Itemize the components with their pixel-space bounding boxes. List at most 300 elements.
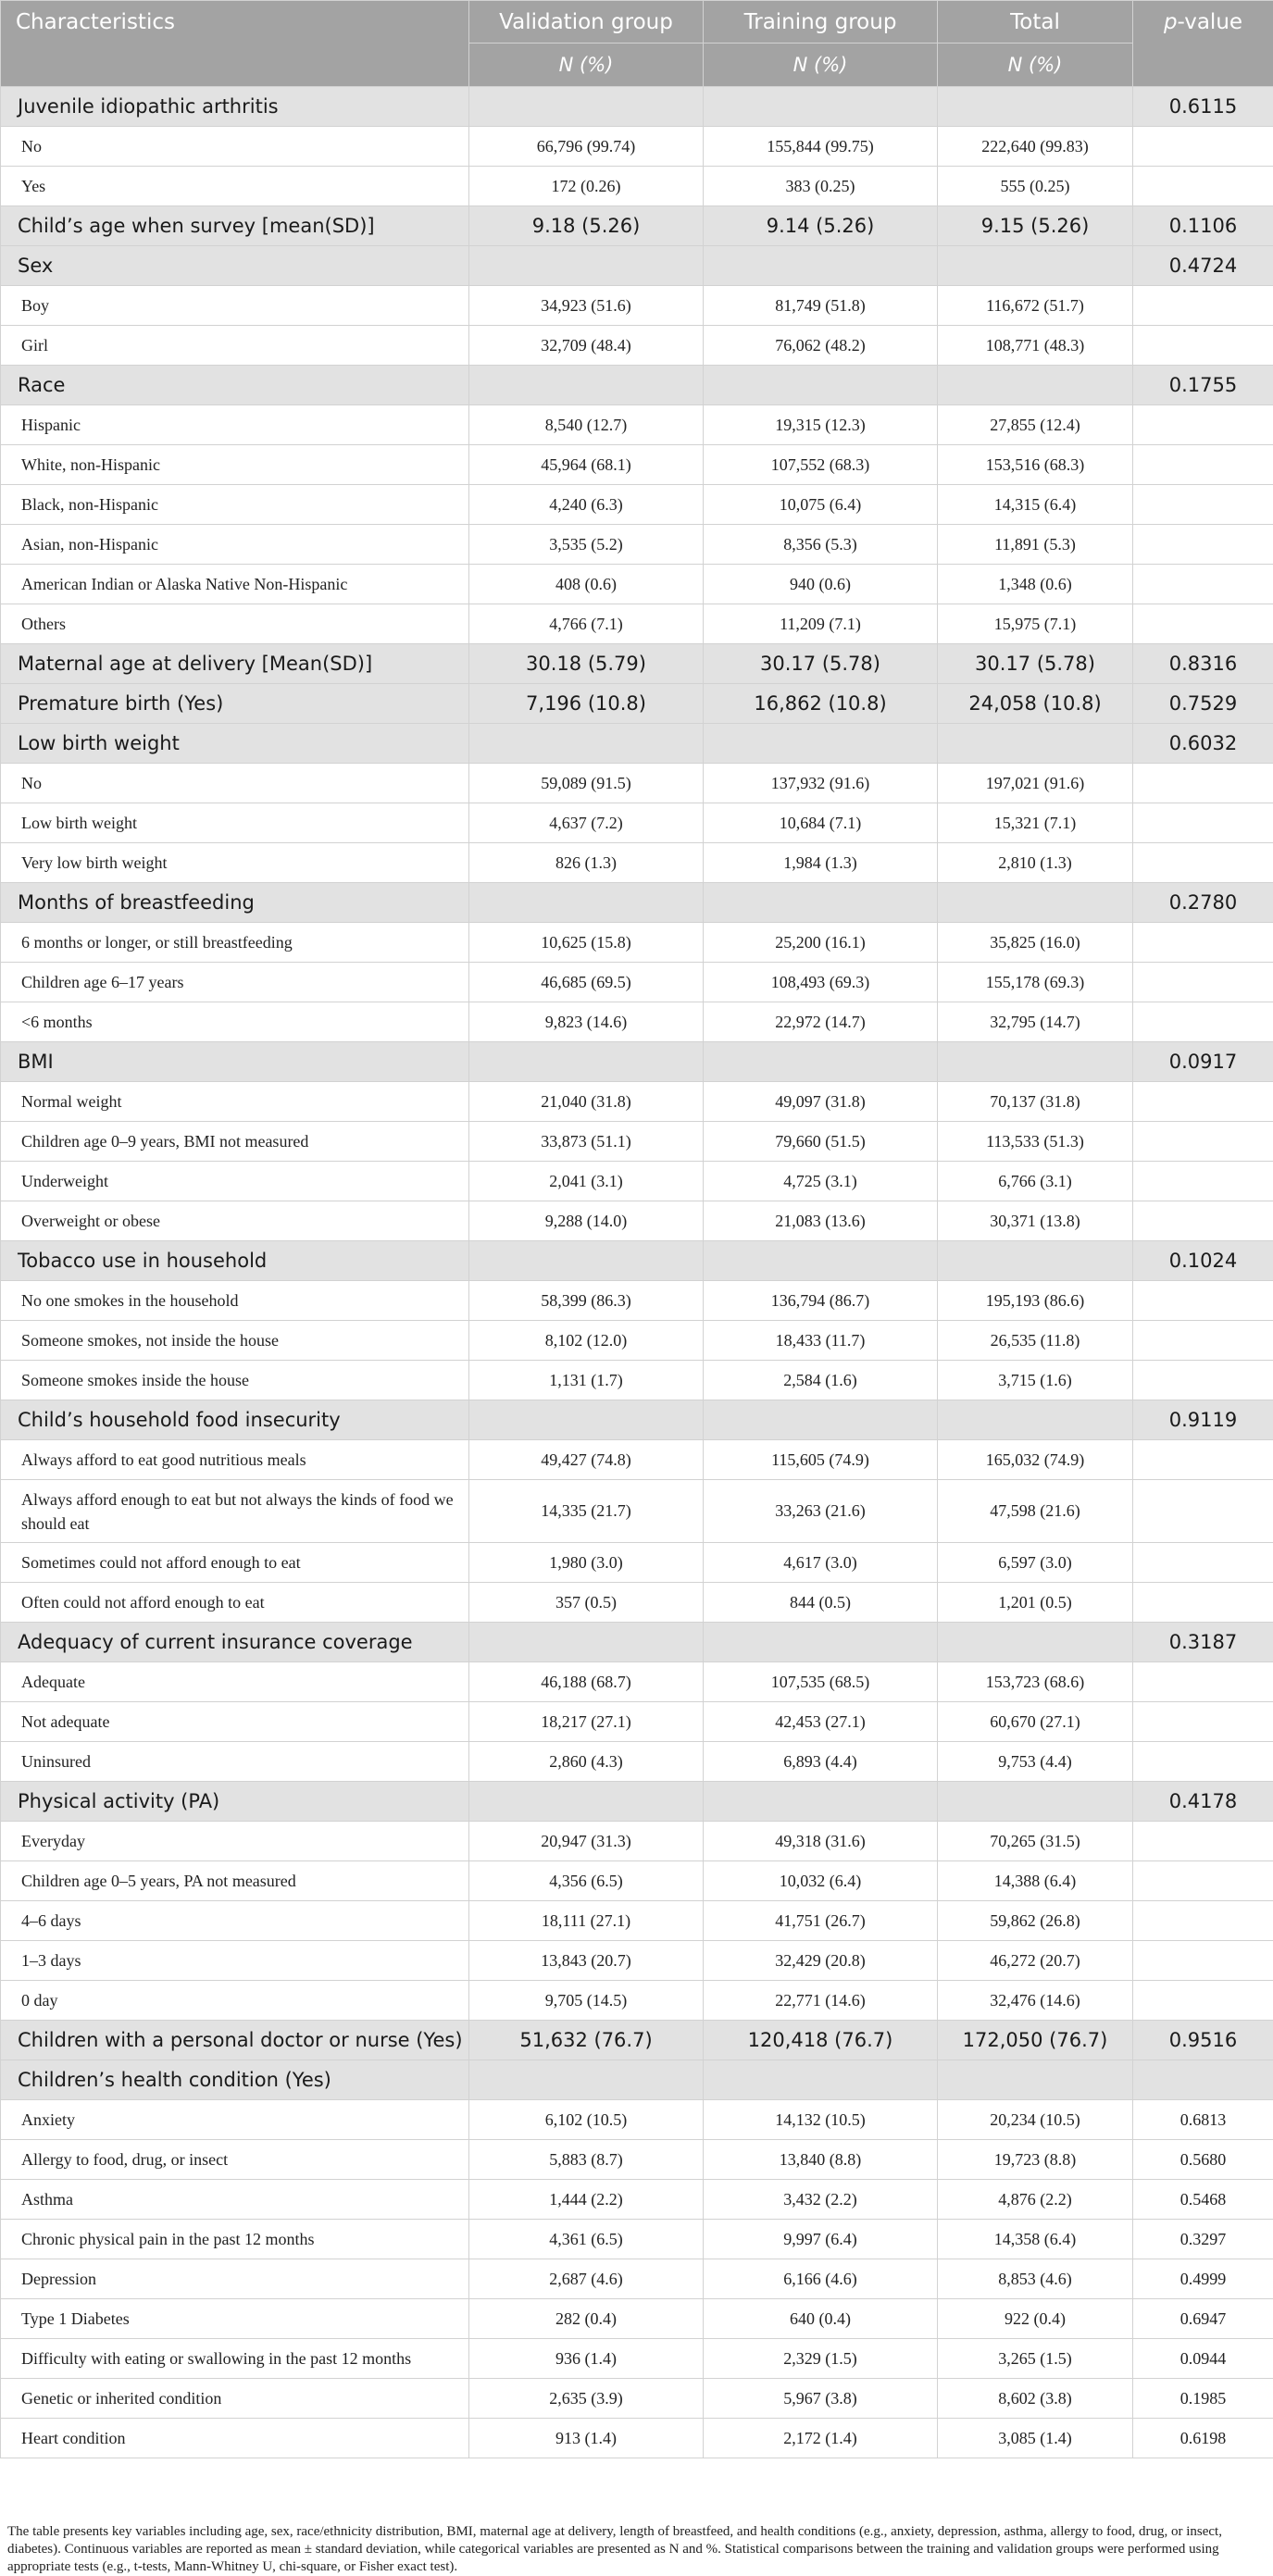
p-value: 0.8316 <box>1133 644 1273 684</box>
total-value: 922 (0.4) <box>938 2299 1133 2339</box>
row-label: Uninsured <box>1 1742 469 1782</box>
p-value: 0.9516 <box>1133 2021 1273 2060</box>
p-value <box>1133 525 1273 565</box>
table-row <box>1 485 1273 525</box>
table-row <box>1 2419 1273 2458</box>
row-label: Race <box>1 366 469 405</box>
total-value <box>938 246 1133 286</box>
total-value <box>938 2060 1133 2100</box>
section-row <box>1 684 1273 724</box>
validation-value: 7,196 (10.8) <box>469 684 704 724</box>
training-value <box>704 883 938 923</box>
training-value: 76,062 (48.2) <box>704 326 938 366</box>
validation-value: 9.18 (5.26) <box>469 206 704 246</box>
validation-value: 2,860 (4.3) <box>469 1742 704 1782</box>
validation-value: 10,625 (15.8) <box>469 923 704 963</box>
table-row <box>1 2259 1273 2299</box>
p-value <box>1133 1361 1273 1400</box>
row-label: White, non-Hispanic <box>1 445 469 485</box>
validation-value: 46,685 (69.5) <box>469 963 704 1002</box>
row-label: Very low birth weight <box>1 843 469 883</box>
p-value: 0.4999 <box>1133 2259 1273 2299</box>
p-value: 0.5468 <box>1133 2180 1273 2220</box>
p-value <box>1133 1981 1273 2021</box>
training-value: 11,209 (7.1) <box>704 604 938 644</box>
training-value: 49,318 (31.6) <box>704 1822 938 1861</box>
row-label: No <box>1 127 469 167</box>
p-value <box>1133 1321 1273 1361</box>
table-row <box>1 2379 1273 2419</box>
training-value: 79,660 (51.5) <box>704 1122 938 1162</box>
total-value: 155,178 (69.3) <box>938 963 1133 1002</box>
validation-value: 33,873 (51.1) <box>469 1122 704 1162</box>
training-value: 22,771 (14.6) <box>704 1981 938 2021</box>
p-value <box>1133 1122 1273 1162</box>
p-value <box>1133 167 1273 206</box>
p-value: 0.4724 <box>1133 246 1273 286</box>
row-label: Child’s household food insecurity <box>1 1400 469 1440</box>
total-value: 8,853 (4.6) <box>938 2259 1133 2299</box>
row-label: Others <box>1 604 469 644</box>
validation-value: 1,444 (2.2) <box>469 2180 704 2220</box>
validation-value: 4,361 (6.5) <box>469 2220 704 2259</box>
header-training-n-pct: N (%) <box>704 44 938 87</box>
row-label: Maternal age at delivery [Mean(SD)] <box>1 644 469 684</box>
p-value <box>1133 286 1273 326</box>
p-value: 0.1755 <box>1133 366 1273 405</box>
validation-value: 2,635 (3.9) <box>469 2379 704 2419</box>
row-label: Children with a personal doctor or nurse (Yes) <box>1 2021 469 2060</box>
p-value: 0.6813 <box>1133 2100 1273 2140</box>
validation-value: 59,089 (91.5) <box>469 764 704 803</box>
validation-value: 9,823 (14.6) <box>469 1002 704 1042</box>
total-value: 1,201 (0.5) <box>938 1583 1133 1623</box>
training-value: 9.14 (5.26) <box>704 206 938 246</box>
row-label: Asthma <box>1 2180 469 2220</box>
table-row <box>1 764 1273 803</box>
table-row <box>1 405 1273 445</box>
validation-value: 46,188 (68.7) <box>469 1662 704 1702</box>
total-value <box>938 883 1133 923</box>
total-value <box>938 1782 1133 1822</box>
table-row <box>1 1361 1273 1400</box>
total-value: 15,321 (7.1) <box>938 803 1133 843</box>
total-value <box>938 366 1133 405</box>
training-value: 42,453 (27.1) <box>704 1702 938 1742</box>
training-value: 640 (0.4) <box>704 2299 938 2339</box>
validation-value: 282 (0.4) <box>469 2299 704 2339</box>
total-value: 9.15 (5.26) <box>938 206 1133 246</box>
total-value: 8,602 (3.8) <box>938 2379 1133 2419</box>
validation-value: 913 (1.4) <box>469 2419 704 2458</box>
total-value: 11,891 (5.3) <box>938 525 1133 565</box>
table-row <box>1 565 1273 604</box>
row-label: Low birth weight <box>1 724 469 764</box>
header-p-letter: p <box>1164 10 1178 34</box>
p-value <box>1133 1861 1273 1901</box>
header-total-n-pct: N (%) <box>938 44 1133 87</box>
row-label: Adequate <box>1 1662 469 1702</box>
p-value <box>1133 1480 1273 1543</box>
training-value: 1,984 (1.3) <box>704 843 938 883</box>
total-value: 3,265 (1.5) <box>938 2339 1133 2379</box>
validation-value: 936 (1.4) <box>469 2339 704 2379</box>
p-value: 0.3187 <box>1133 1623 1273 1662</box>
training-value: 4,725 (3.1) <box>704 1162 938 1201</box>
table-row <box>1 445 1273 485</box>
total-value: 35,825 (16.0) <box>938 923 1133 963</box>
p-value <box>1133 1281 1273 1321</box>
row-label: Sex <box>1 246 469 286</box>
training-value: 10,032 (6.4) <box>704 1861 938 1901</box>
validation-value <box>469 2060 704 2100</box>
total-value: 3,085 (1.4) <box>938 2419 1133 2458</box>
validation-value: 51,632 (76.7) <box>469 2021 704 2060</box>
section-row <box>1 206 1273 246</box>
table-row <box>1 167 1273 206</box>
section-row <box>1 2021 1273 2060</box>
table-row <box>1 803 1273 843</box>
p-value: 0.0944 <box>1133 2339 1273 2379</box>
row-label: Anxiety <box>1 2100 469 2140</box>
section-row <box>1 1623 1273 1662</box>
row-label: Asian, non-Hispanic <box>1 525 469 565</box>
p-value: 0.5680 <box>1133 2140 1273 2180</box>
total-value: 30,371 (13.8) <box>938 1201 1133 1241</box>
p-value: 0.1106 <box>1133 206 1273 246</box>
row-label: Children’s health condition (Yes) <box>1 2060 469 2100</box>
header-validation-group: Validation group <box>469 1 704 44</box>
training-value: 9,997 (6.4) <box>704 2220 938 2259</box>
table-row <box>1 2180 1273 2220</box>
p-value: 0.6115 <box>1133 87 1273 127</box>
total-value: 197,021 (91.6) <box>938 764 1133 803</box>
row-label: Adequacy of current insurance coverage <box>1 1623 469 1662</box>
p-value <box>1133 1440 1273 1480</box>
p-value <box>1133 764 1273 803</box>
row-label: Depression <box>1 2259 469 2299</box>
row-label: Someone smokes, not inside the house <box>1 1321 469 1361</box>
p-value <box>1133 485 1273 525</box>
validation-value: 14,335 (21.7) <box>469 1480 704 1543</box>
training-value: 49,097 (31.8) <box>704 1082 938 1122</box>
validation-value: 66,796 (99.74) <box>469 127 704 167</box>
section-row <box>1 1241 1273 1281</box>
total-value: 14,358 (6.4) <box>938 2220 1133 2259</box>
training-value: 136,794 (86.7) <box>704 1281 938 1321</box>
training-value: 10,684 (7.1) <box>704 803 938 843</box>
section-row <box>1 883 1273 923</box>
training-value: 137,932 (91.6) <box>704 764 938 803</box>
table-row <box>1 2220 1273 2259</box>
table-row <box>1 525 1273 565</box>
row-label: Always afford enough to eat but not always the kinds of food we should eat <box>1 1480 469 1543</box>
table-row <box>1 1861 1273 1901</box>
section-row <box>1 87 1273 127</box>
total-value: 165,032 (74.9) <box>938 1440 1133 1480</box>
total-value: 14,315 (6.4) <box>938 485 1133 525</box>
validation-value: 2,687 (4.6) <box>469 2259 704 2299</box>
training-value: 6,166 (4.6) <box>704 2259 938 2299</box>
training-value: 115,605 (74.9) <box>704 1440 938 1480</box>
training-value: 107,552 (68.3) <box>704 445 938 485</box>
section-row <box>1 246 1273 286</box>
header-characteristics: Characteristics <box>1 1 469 87</box>
total-value <box>938 87 1133 127</box>
row-label: Yes <box>1 167 469 206</box>
training-value: 41,751 (26.7) <box>704 1901 938 1941</box>
row-label: Boy <box>1 286 469 326</box>
p-value: 0.1024 <box>1133 1241 1273 1281</box>
training-value <box>704 724 938 764</box>
row-label: Juvenile idiopathic arthritis <box>1 87 469 127</box>
total-value: 172,050 (76.7) <box>938 2021 1133 2060</box>
validation-value: 3,535 (5.2) <box>469 525 704 565</box>
row-label: 0 day <box>1 1981 469 2021</box>
row-label: Premature birth (Yes) <box>1 684 469 724</box>
table-row <box>1 1583 1273 1623</box>
training-value: 108,493 (69.3) <box>704 963 938 1002</box>
training-value <box>704 2060 938 2100</box>
total-value: 1,348 (0.6) <box>938 565 1133 604</box>
validation-value <box>469 883 704 923</box>
validation-value: 408 (0.6) <box>469 565 704 604</box>
section-row <box>1 2060 1273 2100</box>
training-value: 14,132 (10.5) <box>704 2100 938 2140</box>
training-value: 2,172 (1.4) <box>704 2419 938 2458</box>
table-row <box>1 1162 1273 1201</box>
p-value <box>1133 405 1273 445</box>
training-value: 13,840 (8.8) <box>704 2140 938 2180</box>
row-label: Children age 0–9 years, BMI not measured <box>1 1122 469 1162</box>
p-value <box>1133 326 1273 366</box>
row-label: Tobacco use in household <box>1 1241 469 1281</box>
p-value <box>1133 1742 1273 1782</box>
row-label: 6 months or longer, or still breastfeeding <box>1 923 469 963</box>
table-row <box>1 2299 1273 2339</box>
validation-value: 58,399 (86.3) <box>469 1281 704 1321</box>
p-value <box>1133 1082 1273 1122</box>
validation-value <box>469 1782 704 1822</box>
training-value: 2,584 (1.6) <box>704 1361 938 1400</box>
p-value: 0.0917 <box>1133 1042 1273 1082</box>
total-value: 3,715 (1.6) <box>938 1361 1133 1400</box>
row-label: American Indian or Alaska Native Non-Hispanic <box>1 565 469 604</box>
validation-value: 21,040 (31.8) <box>469 1082 704 1122</box>
total-value: 108,771 (48.3) <box>938 326 1133 366</box>
validation-value: 8,540 (12.7) <box>469 405 704 445</box>
training-value: 2,329 (1.5) <box>704 2339 938 2379</box>
training-value: 21,083 (13.6) <box>704 1201 938 1241</box>
validation-value: 6,102 (10.5) <box>469 2100 704 2140</box>
row-label: Allergy to food, drug, or insect <box>1 2140 469 2180</box>
total-value: 113,533 (51.3) <box>938 1122 1133 1162</box>
validation-value <box>469 87 704 127</box>
validation-value: 32,709 (48.4) <box>469 326 704 366</box>
row-label: Difficulty with eating or swallowing in the past 12 months <box>1 2339 469 2379</box>
training-value: 19,315 (12.3) <box>704 405 938 445</box>
total-value: 555 (0.25) <box>938 167 1133 206</box>
table-row <box>1 286 1273 326</box>
validation-value: 4,766 (7.1) <box>469 604 704 644</box>
total-value: 19,723 (8.8) <box>938 2140 1133 2180</box>
validation-value <box>469 246 704 286</box>
training-value: 155,844 (99.75) <box>704 127 938 167</box>
total-value <box>938 724 1133 764</box>
row-label: Sometimes could not afford enough to eat <box>1 1543 469 1583</box>
row-label: Always afford to eat good nutritious meals <box>1 1440 469 1480</box>
row-label: Type 1 Diabetes <box>1 2299 469 2339</box>
training-value: 5,967 (3.8) <box>704 2379 938 2419</box>
table-row <box>1 963 1273 1002</box>
section-row <box>1 366 1273 405</box>
p-value: 0.7529 <box>1133 684 1273 724</box>
p-value <box>1133 1543 1273 1583</box>
table-row <box>1 923 1273 963</box>
row-label: Not adequate <box>1 1702 469 1742</box>
validation-value: 18,217 (27.1) <box>469 1702 704 1742</box>
validation-value: 826 (1.3) <box>469 843 704 883</box>
total-value: 27,855 (12.4) <box>938 405 1133 445</box>
p-value <box>1133 803 1273 843</box>
table-row <box>1 1822 1273 1861</box>
total-value: 222,640 (99.83) <box>938 127 1133 167</box>
p-value <box>1133 1901 1273 1941</box>
validation-value: 4,356 (6.5) <box>469 1861 704 1901</box>
table-row <box>1 1702 1273 1742</box>
training-value <box>704 87 938 127</box>
p-value <box>1133 565 1273 604</box>
table-row <box>1 1662 1273 1702</box>
validation-value: 2,041 (3.1) <box>469 1162 704 1201</box>
validation-value: 172 (0.26) <box>469 167 704 206</box>
row-label: <6 months <box>1 1002 469 1042</box>
p-value <box>1133 2060 1273 2100</box>
header-validation-n-pct: N (%) <box>469 44 704 87</box>
table-row <box>1 127 1273 167</box>
table-row <box>1 1082 1273 1122</box>
total-value: 70,137 (31.8) <box>938 1082 1133 1122</box>
row-label: Chronic physical pain in the past 12 months <box>1 2220 469 2259</box>
training-value: 107,535 (68.5) <box>704 1662 938 1702</box>
row-label: BMI <box>1 1042 469 1082</box>
total-value: 14,388 (6.4) <box>938 1861 1133 1901</box>
row-label: Children age 0–5 years, PA not measured <box>1 1861 469 1901</box>
validation-value: 45,964 (68.1) <box>469 445 704 485</box>
table-row <box>1 1002 1273 1042</box>
total-value: 32,476 (14.6) <box>938 1981 1133 2021</box>
total-value: 20,234 (10.5) <box>938 2100 1133 2140</box>
p-value <box>1133 963 1273 1002</box>
validation-value: 357 (0.5) <box>469 1583 704 1623</box>
p-value <box>1133 1201 1273 1241</box>
table-row <box>1 1321 1273 1361</box>
p-value: 0.3297 <box>1133 2220 1273 2259</box>
total-value: 4,876 (2.2) <box>938 2180 1133 2220</box>
training-value: 33,263 (21.6) <box>704 1480 938 1543</box>
row-label: Overweight or obese <box>1 1201 469 1241</box>
total-value: 60,670 (27.1) <box>938 1702 1133 1742</box>
total-value: 6,597 (3.0) <box>938 1543 1133 1583</box>
row-label: Everyday <box>1 1822 469 1861</box>
row-label: Months of breastfeeding <box>1 883 469 923</box>
p-value <box>1133 1002 1273 1042</box>
training-value <box>704 366 938 405</box>
validation-value <box>469 1042 704 1082</box>
section-row <box>1 1400 1273 1440</box>
training-value <box>704 1400 938 1440</box>
row-label: Hispanic <box>1 405 469 445</box>
validation-value <box>469 1623 704 1662</box>
total-value: 153,516 (68.3) <box>938 445 1133 485</box>
total-value: 59,862 (26.8) <box>938 1901 1133 1941</box>
row-label: Heart condition <box>1 2419 469 2458</box>
p-value <box>1133 923 1273 963</box>
training-value: 844 (0.5) <box>704 1583 938 1623</box>
row-label: Someone smokes inside the house <box>1 1361 469 1400</box>
training-value: 30.17 (5.78) <box>704 644 938 684</box>
p-value: 0.6947 <box>1133 2299 1273 2339</box>
training-value: 3,432 (2.2) <box>704 2180 938 2220</box>
row-label: 4–6 days <box>1 1901 469 1941</box>
p-value: 0.4178 <box>1133 1782 1273 1822</box>
validation-value: 13,843 (20.7) <box>469 1941 704 1981</box>
total-value: 46,272 (20.7) <box>938 1941 1133 1981</box>
p-value <box>1133 1162 1273 1201</box>
table-row <box>1 1981 1273 2021</box>
row-label: Normal weight <box>1 1082 469 1122</box>
p-value: 0.6032 <box>1133 724 1273 764</box>
row-label: No one smokes in the household <box>1 1281 469 1321</box>
total-value: 195,193 (86.6) <box>938 1281 1133 1321</box>
row-label: Children age 6–17 years <box>1 963 469 1002</box>
p-value <box>1133 127 1273 167</box>
row-label: Often could not afford enough to eat <box>1 1583 469 1623</box>
p-value <box>1133 1702 1273 1742</box>
section-row <box>1 1782 1273 1822</box>
table-row <box>1 1480 1273 1543</box>
validation-value <box>469 1400 704 1440</box>
validation-value: 20,947 (31.3) <box>469 1822 704 1861</box>
training-value: 25,200 (16.1) <box>704 923 938 963</box>
table-footnote: The table presents key variables including age, sex, race/ethnicity distribution, BMI, maternal age at delivery, length of breastfeed, and health conditions (e.g., anxiety, depression, asthma, allergy to food, drug, or insect, diabetes). Continuous variables are reported as mean ± standard deviation, while categorical variables are presented as N and %. Statistical comparisons between the training and validation groups were performed using appropriate tests (e.g., t-tests, Mann-Whitney U, chi-square, or Fisher exact test). <box>0 2523 1267 2576</box>
header-training-group: Training group <box>704 1 938 44</box>
total-value: 26,535 (11.8) <box>938 1321 1133 1361</box>
header-p-value <box>1133 1 1273 87</box>
total-value <box>938 1623 1133 1662</box>
total-value: 2,810 (1.3) <box>938 843 1133 883</box>
p-value: 0.2780 <box>1133 883 1273 923</box>
table-body <box>1 87 1273 2458</box>
training-value <box>704 246 938 286</box>
row-label: Low birth weight <box>1 803 469 843</box>
table-row <box>1 604 1273 644</box>
validation-value <box>469 366 704 405</box>
row-label: Child’s age when survey [mean(SD)] <box>1 206 469 246</box>
table-row <box>1 1543 1273 1583</box>
row-label: Physical activity (PA) <box>1 1782 469 1822</box>
p-value <box>1133 1583 1273 1623</box>
row-label: Underweight <box>1 1162 469 1201</box>
table-row <box>1 1742 1273 1782</box>
p-value <box>1133 1662 1273 1702</box>
table-row <box>1 1901 1273 1941</box>
total-value: 153,723 (68.6) <box>938 1662 1133 1702</box>
validation-value <box>469 1241 704 1281</box>
table-row <box>1 1941 1273 1981</box>
total-value <box>938 1400 1133 1440</box>
p-value: 0.1985 <box>1133 2379 1273 2419</box>
